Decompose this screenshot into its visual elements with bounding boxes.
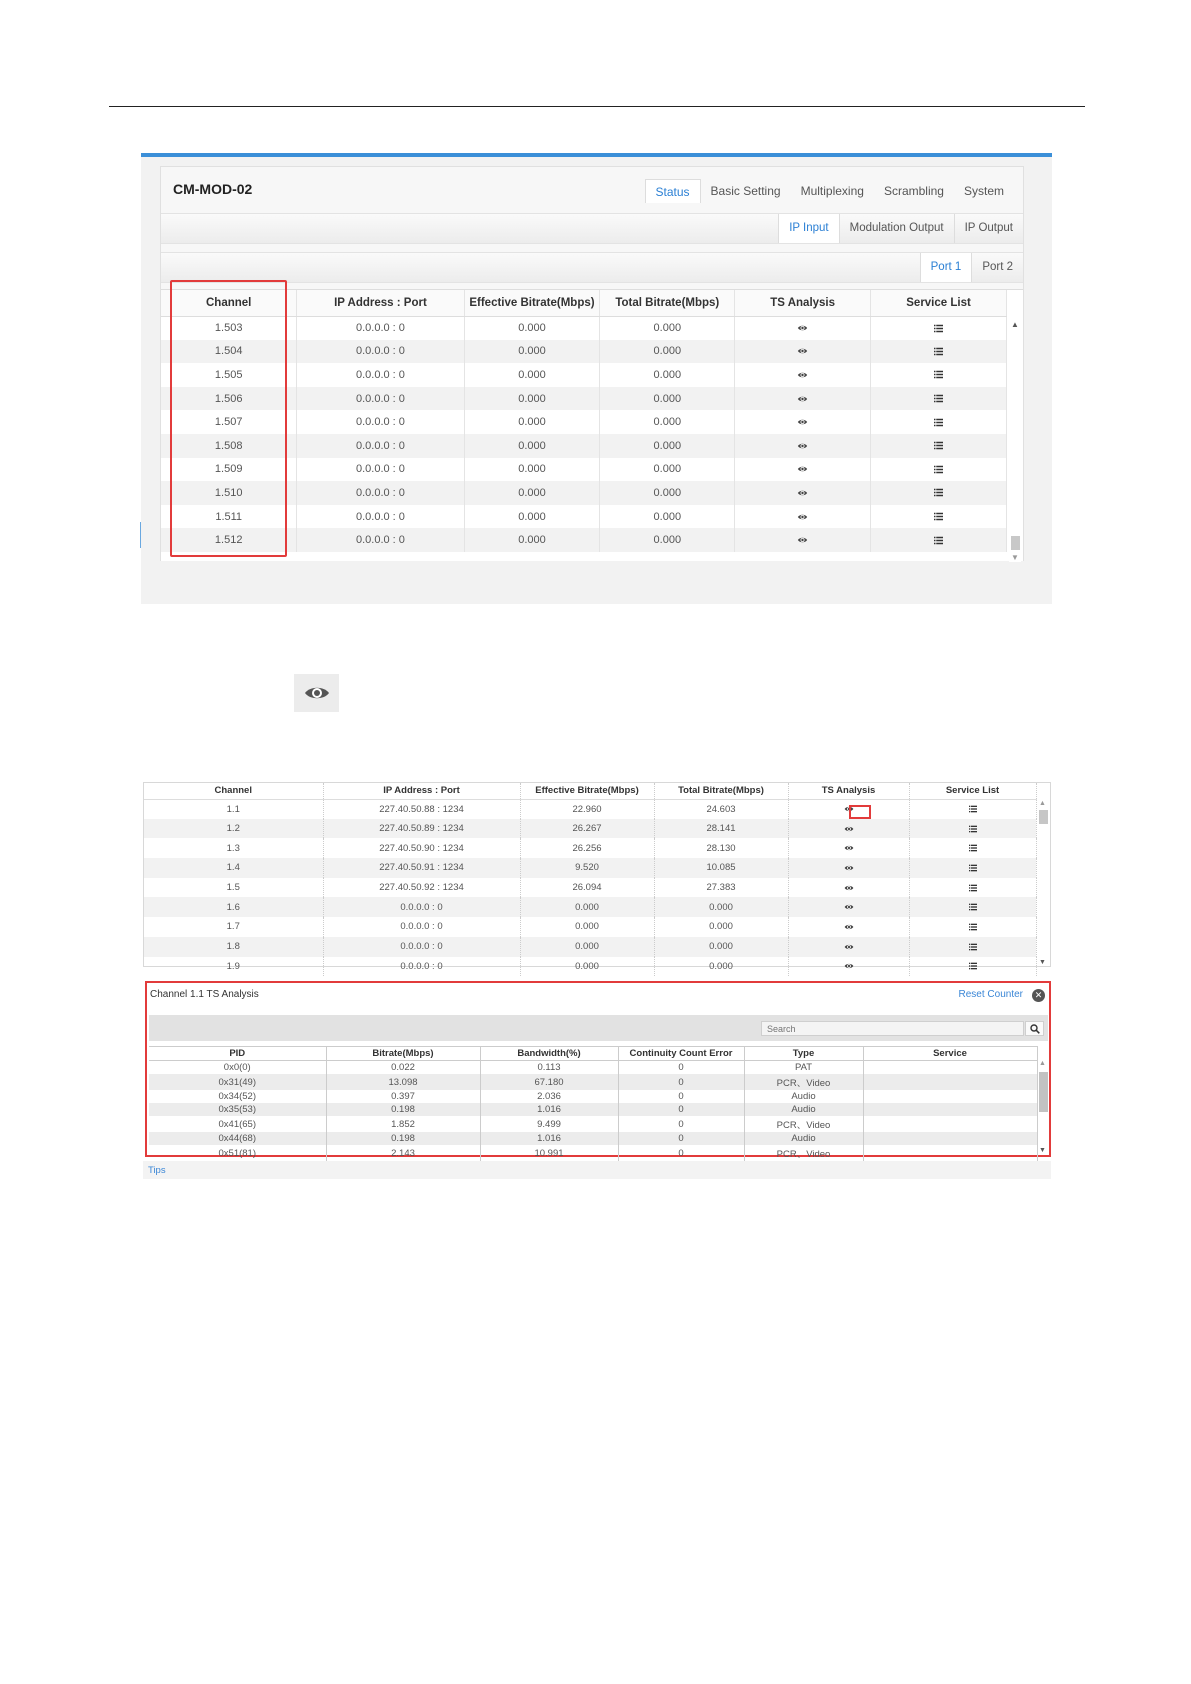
effective-bitrate-cell: 0.000 bbox=[520, 937, 654, 957]
table-row bbox=[149, 1074, 1037, 1090]
channel-cell: 1.503 bbox=[161, 316, 297, 340]
bitrate-cell: 0.198 bbox=[326, 1103, 480, 1116]
channel-cell: 1.504 bbox=[161, 340, 297, 364]
channel-cell: 1.510 bbox=[161, 481, 297, 505]
eye-icon[interactable] bbox=[790, 903, 908, 911]
effective-bitrate-cell: 0.000 bbox=[520, 957, 654, 977]
channel-table-screen bbox=[143, 782, 1051, 972]
ts-analysis-highlight bbox=[849, 805, 871, 819]
channel-cell: 1.6 bbox=[144, 897, 323, 917]
total-bitrate-cell: 0.000 bbox=[600, 458, 735, 482]
search-input[interactable] bbox=[761, 1021, 1024, 1036]
total-bitrate-cell: 0.000 bbox=[600, 528, 735, 552]
tab-scrambling[interactable]: Scrambling bbox=[883, 184, 944, 198]
ip-address-cell: 0.0.0.0 : 0 bbox=[297, 528, 464, 552]
cc-error-cell: 0 bbox=[618, 1145, 744, 1161]
effective-bitrate-cell: 0.000 bbox=[464, 458, 600, 482]
effective-bitrate-cell: 0.000 bbox=[520, 917, 654, 937]
table-row bbox=[161, 316, 1007, 340]
col-bitrate: Bitrate(Mbps) bbox=[326, 1047, 480, 1061]
eye-icon[interactable] bbox=[790, 923, 908, 931]
service-cell bbox=[863, 1090, 1037, 1103]
channel-cell: 1.5 bbox=[144, 878, 323, 898]
total-bitrate-cell: 0.000 bbox=[600, 505, 735, 529]
ts-analysis-button[interactable] bbox=[735, 387, 871, 411]
main-tabs bbox=[645, 179, 1015, 203]
ip-input-table bbox=[161, 289, 1023, 561]
effective-bitrate-cell: 0.000 bbox=[464, 481, 600, 505]
pid-table bbox=[149, 1046, 1049, 1160]
pid-cell: 0x34(52) bbox=[149, 1090, 326, 1103]
service-cell bbox=[863, 1132, 1037, 1145]
table-row bbox=[144, 937, 1036, 957]
list-icon[interactable] bbox=[911, 825, 1035, 833]
scroll-thumb[interactable] bbox=[1039, 1072, 1048, 1112]
ts-analysis-button[interactable] bbox=[788, 819, 909, 839]
list-icon[interactable] bbox=[872, 418, 1005, 427]
eye-icon[interactable] bbox=[790, 844, 908, 852]
ts-analysis-button[interactable] bbox=[735, 410, 871, 434]
ip-address-cell: 0.0.0.0 : 0 bbox=[297, 316, 464, 340]
list-icon[interactable] bbox=[872, 536, 1005, 545]
total-bitrate-cell: 27.383 bbox=[654, 878, 788, 898]
total-bitrate-cell: 0.000 bbox=[600, 481, 735, 505]
service-list-button[interactable] bbox=[909, 799, 1036, 819]
service-list-button[interactable] bbox=[909, 819, 1036, 839]
channel-cell: 1.8 bbox=[144, 937, 323, 957]
bitrate-cell: 0.022 bbox=[326, 1061, 480, 1075]
channel-cell: 1.507 bbox=[161, 410, 297, 434]
eye-icon[interactable] bbox=[736, 395, 869, 403]
device-title: CM-MOD-02 bbox=[173, 181, 253, 197]
total-bitrate-cell: 28.130 bbox=[654, 838, 788, 858]
table-row bbox=[161, 528, 1007, 552]
ip-address-cell: 0.0.0.0 : 0 bbox=[323, 897, 520, 917]
table-row bbox=[149, 1061, 1037, 1075]
search-icon bbox=[1030, 1024, 1040, 1034]
bitrate-cell: 13.098 bbox=[326, 1074, 480, 1090]
total-bitrate-cell: 0.000 bbox=[654, 957, 788, 977]
ip-address-cell: 0.0.0.0 : 0 bbox=[297, 387, 464, 411]
channel-cell: 1.508 bbox=[161, 434, 297, 458]
service-list-button[interactable] bbox=[909, 917, 1036, 937]
ip-address-cell: 227.40.50.88 : 1234 bbox=[323, 799, 520, 819]
list-icon[interactable] bbox=[911, 884, 1035, 892]
tab-status[interactable]: Status bbox=[645, 179, 701, 203]
service-list-button[interactable] bbox=[871, 387, 1007, 411]
channel-cell: 1.1 bbox=[144, 799, 323, 819]
ts-analysis-button[interactable] bbox=[735, 434, 871, 458]
cc-error-cell: 0 bbox=[618, 1090, 744, 1103]
ts-analysis-button[interactable] bbox=[735, 316, 871, 340]
scroll-up-icon[interactable]: ▲ bbox=[1039, 1060, 1046, 1067]
table-row bbox=[149, 1116, 1037, 1132]
channel-cell: 1.505 bbox=[161, 363, 297, 387]
ip-address-cell: 0.0.0.0 : 0 bbox=[323, 957, 520, 977]
eye-icon[interactable] bbox=[736, 347, 869, 355]
ip-address-cell: 0.0.0.0 : 0 bbox=[323, 937, 520, 957]
ts-analysis-button[interactable] bbox=[735, 505, 871, 529]
close-icon[interactable]: ✕ bbox=[1032, 989, 1045, 1002]
type-cell: Audio bbox=[744, 1090, 863, 1103]
table-row bbox=[144, 819, 1036, 839]
eye-icon[interactable] bbox=[736, 418, 869, 426]
reset-counter-link[interactable]: Reset Counter bbox=[958, 989, 1023, 1000]
ip-address-cell: 227.40.50.89 : 1234 bbox=[323, 819, 520, 839]
table-row bbox=[161, 410, 1007, 434]
eye-icon[interactable] bbox=[736, 465, 869, 473]
eye-icon[interactable] bbox=[736, 442, 869, 450]
port-bar bbox=[161, 252, 1023, 283]
effective-bitrate-cell: 0.000 bbox=[464, 316, 600, 340]
bitrate-cell: 0.397 bbox=[326, 1090, 480, 1103]
list-icon[interactable] bbox=[911, 844, 1035, 852]
ip-address-cell: 0.0.0.0 : 0 bbox=[297, 458, 464, 482]
service-list-button[interactable] bbox=[871, 528, 1007, 552]
scroll-down-icon[interactable]: ▼ bbox=[1011, 553, 1019, 562]
col-effective-bitrate: Effective Bitrate(Mbps) bbox=[464, 290, 600, 316]
eye-icon[interactable] bbox=[736, 513, 869, 521]
ip-address-cell: 0.0.0.0 : 0 bbox=[297, 505, 464, 529]
subtab-modulation-output[interactable]: Modulation Output bbox=[839, 214, 954, 243]
list-icon[interactable] bbox=[911, 864, 1035, 872]
service-list-button[interactable] bbox=[909, 858, 1036, 878]
ip-address-cell: 0.0.0.0 : 0 bbox=[297, 481, 464, 505]
ts-analysis-button[interactable] bbox=[788, 858, 909, 878]
service-cell bbox=[863, 1061, 1037, 1075]
page-top-rule bbox=[109, 106, 1085, 107]
scroll-thumb[interactable] bbox=[1011, 536, 1020, 550]
col-pid: PID bbox=[149, 1047, 326, 1061]
type-cell: PCR、Video bbox=[744, 1116, 863, 1132]
port-2-tab[interactable]: Port 2 bbox=[971, 253, 1023, 282]
ip-address-cell: 227.40.50.92 : 1234 bbox=[323, 878, 520, 898]
col-service: Service bbox=[863, 1047, 1037, 1061]
bandwidth-cell: 67.180 bbox=[480, 1074, 618, 1090]
type-cell: PCR、Video bbox=[744, 1074, 863, 1090]
col-service-list: Service List bbox=[909, 783, 1036, 799]
type-cell: Audio bbox=[744, 1103, 863, 1116]
channel-cell: 1.7 bbox=[144, 917, 323, 937]
tab-system[interactable]: System bbox=[963, 184, 1004, 198]
list-icon[interactable] bbox=[872, 465, 1005, 474]
ip-address-cell: 227.40.50.91 : 1234 bbox=[323, 858, 520, 878]
col-channel: Channel bbox=[161, 290, 297, 316]
total-bitrate-cell: 0.000 bbox=[654, 937, 788, 957]
list-icon[interactable] bbox=[911, 962, 1035, 970]
channel-cell: 1.511 bbox=[161, 505, 297, 529]
service-list-button[interactable] bbox=[871, 363, 1007, 387]
ts-analysis-button[interactable] bbox=[788, 897, 909, 917]
channel-column-highlight bbox=[170, 280, 287, 557]
table-row bbox=[149, 1090, 1037, 1103]
list-icon[interactable] bbox=[872, 441, 1005, 450]
effective-bitrate-cell: 0.000 bbox=[464, 528, 600, 552]
effective-bitrate-cell: 22.960 bbox=[520, 799, 654, 819]
ts-analysis-button[interactable] bbox=[735, 528, 871, 552]
list-icon[interactable] bbox=[911, 805, 1035, 813]
list-icon[interactable] bbox=[872, 370, 1005, 379]
effective-bitrate-cell: 26.267 bbox=[520, 819, 654, 839]
ts-analysis-button[interactable] bbox=[788, 878, 909, 898]
pid-cell: 0x44(68) bbox=[149, 1132, 326, 1145]
service-cell bbox=[863, 1145, 1037, 1161]
col-channel: Channel bbox=[144, 783, 323, 799]
bandwidth-cell: 9.499 bbox=[480, 1116, 618, 1132]
pid-cell: 0x41(65) bbox=[149, 1116, 326, 1132]
table-row bbox=[149, 1103, 1037, 1116]
effective-bitrate-cell: 9.520 bbox=[520, 858, 654, 878]
bandwidth-cell: 10.991 bbox=[480, 1145, 618, 1161]
ts-analysis-button[interactable] bbox=[735, 481, 871, 505]
channel-cell: 1.2 bbox=[144, 819, 323, 839]
service-list-button[interactable] bbox=[871, 458, 1007, 482]
bandwidth-cell: 1.016 bbox=[480, 1132, 618, 1145]
service-cell bbox=[863, 1103, 1037, 1116]
ip-address-cell: 0.0.0.0 : 0 bbox=[297, 340, 464, 364]
pid-cell: 0x51(81) bbox=[149, 1145, 326, 1161]
ts-analysis-button[interactable] bbox=[735, 363, 871, 387]
cc-error-cell: 0 bbox=[618, 1103, 744, 1116]
eye-icon bbox=[294, 674, 339, 712]
total-bitrate-cell: 10.085 bbox=[654, 858, 788, 878]
tab-basic-setting[interactable]: Basic Setting bbox=[710, 184, 781, 198]
table-row bbox=[144, 897, 1036, 917]
bitrate-cell: 0.198 bbox=[326, 1132, 480, 1145]
service-list-button[interactable] bbox=[871, 340, 1007, 364]
list-icon[interactable] bbox=[872, 512, 1005, 521]
ip-address-cell: 0.0.0.0 : 0 bbox=[297, 434, 464, 458]
ts-analysis-button[interactable] bbox=[788, 838, 909, 858]
tips-link[interactable]: Tips bbox=[143, 1161, 1051, 1179]
table-row bbox=[144, 858, 1036, 878]
table-row bbox=[144, 957, 1036, 977]
eye-icon[interactable] bbox=[790, 864, 908, 872]
total-bitrate-cell: 0.000 bbox=[600, 434, 735, 458]
ip-address-cell: 0.0.0.0 : 0 bbox=[323, 917, 520, 937]
channel-cell: 1.506 bbox=[161, 387, 297, 411]
table-scrollbar[interactable] bbox=[1009, 318, 1021, 562]
ip-address-cell: 0.0.0.0 : 0 bbox=[297, 410, 464, 434]
table-row bbox=[144, 917, 1036, 937]
bitrate-cell: 1.852 bbox=[326, 1116, 480, 1132]
pid-cell: 0x0(0) bbox=[149, 1061, 326, 1075]
col-bandwidth: Bandwidth(%) bbox=[480, 1047, 618, 1061]
port-1-tab[interactable]: Port 1 bbox=[920, 253, 972, 282]
pid-scrollbar[interactable] bbox=[1038, 1060, 1049, 1154]
list-icon[interactable] bbox=[872, 488, 1005, 497]
table-row bbox=[161, 340, 1007, 364]
table-row bbox=[161, 481, 1007, 505]
table-row bbox=[149, 1132, 1037, 1145]
ip-address-cell: 227.40.50.90 : 1234 bbox=[323, 838, 520, 858]
search-bar bbox=[149, 1015, 1048, 1041]
cc-error-cell: 0 bbox=[618, 1074, 744, 1090]
effective-bitrate-cell: 26.094 bbox=[520, 878, 654, 898]
type-cell: PAT bbox=[744, 1061, 863, 1075]
table-row bbox=[161, 387, 1007, 411]
channel-cell: 1.512 bbox=[161, 528, 297, 552]
scroll-down-icon[interactable]: ▼ bbox=[1039, 1147, 1046, 1154]
eye-icon[interactable] bbox=[790, 825, 908, 833]
list-icon[interactable] bbox=[911, 943, 1035, 951]
list-icon[interactable] bbox=[911, 903, 1035, 911]
eye-icon[interactable] bbox=[790, 884, 908, 892]
type-cell: PCR、Video bbox=[744, 1145, 863, 1161]
service-list-button[interactable] bbox=[909, 957, 1036, 977]
col-ip-address: IP Address : Port bbox=[323, 783, 520, 799]
total-bitrate-cell: 0.000 bbox=[654, 917, 788, 937]
eye-icon[interactable] bbox=[790, 962, 908, 970]
service-list-button[interactable] bbox=[909, 937, 1036, 957]
channel-cell: 1.9 bbox=[144, 957, 323, 977]
eye-icon[interactable] bbox=[790, 943, 908, 951]
table-row bbox=[161, 505, 1007, 529]
service-cell bbox=[863, 1074, 1037, 1090]
service-list-button[interactable] bbox=[909, 838, 1036, 858]
subtab-ip-input[interactable]: IP Input bbox=[778, 214, 838, 243]
total-bitrate-cell: 24.603 bbox=[654, 799, 788, 819]
channel-cell: 1.3 bbox=[144, 838, 323, 858]
service-list-button[interactable] bbox=[909, 897, 1036, 917]
effective-bitrate-cell: 0.000 bbox=[464, 363, 600, 387]
bitrate-cell: 2.143 bbox=[326, 1145, 480, 1161]
subtab-ip-output[interactable]: IP Output bbox=[954, 214, 1023, 243]
pid-cell: 0x31(49) bbox=[149, 1074, 326, 1090]
table-row bbox=[144, 799, 1036, 819]
ts-analysis-button[interactable] bbox=[788, 957, 909, 977]
list-icon[interactable] bbox=[872, 324, 1005, 333]
bandwidth-cell: 1.016 bbox=[480, 1103, 618, 1116]
ts-analysis-button[interactable] bbox=[788, 937, 909, 957]
table-row bbox=[144, 838, 1036, 858]
list-icon[interactable] bbox=[872, 347, 1005, 356]
col-effective-bitrate: Effective Bitrate(Mbps) bbox=[520, 783, 654, 799]
table-row bbox=[161, 434, 1007, 458]
scroll-up-icon[interactable]: ▲ bbox=[1039, 800, 1046, 807]
ts-analysis-button[interactable] bbox=[735, 340, 871, 364]
subtab-bar bbox=[161, 213, 1023, 244]
list-icon[interactable] bbox=[911, 923, 1035, 931]
table-scrollbar[interactable] bbox=[1037, 800, 1049, 966]
table-row bbox=[144, 878, 1036, 898]
list-icon[interactable] bbox=[872, 394, 1005, 403]
eye-icon[interactable] bbox=[736, 489, 869, 497]
eye-icon[interactable] bbox=[736, 324, 869, 332]
scroll-down-icon[interactable]: ▼ bbox=[1039, 959, 1046, 966]
channel-cell: 1.4 bbox=[144, 858, 323, 878]
service-cell bbox=[863, 1116, 1037, 1132]
total-bitrate-cell: 0.000 bbox=[654, 897, 788, 917]
effective-bitrate-cell: 0.000 bbox=[464, 387, 600, 411]
col-ts-analysis: TS Analysis bbox=[788, 783, 909, 799]
col-total-bitrate: Total Bitrate(Mbps) bbox=[600, 290, 735, 316]
col-ts-analysis: TS Analysis bbox=[735, 290, 871, 316]
service-list-button[interactable] bbox=[871, 434, 1007, 458]
effective-bitrate-cell: 0.000 bbox=[464, 505, 600, 529]
ts-analysis-button[interactable] bbox=[788, 917, 909, 937]
col-total-bitrate: Total Bitrate(Mbps) bbox=[654, 783, 788, 799]
total-bitrate-cell: 0.000 bbox=[600, 340, 735, 364]
total-bitrate-cell: 0.000 bbox=[600, 363, 735, 387]
service-list-button[interactable] bbox=[871, 481, 1007, 505]
search-button[interactable] bbox=[1025, 1021, 1044, 1036]
scroll-thumb[interactable] bbox=[1039, 810, 1048, 824]
total-bitrate-cell: 0.000 bbox=[600, 410, 735, 434]
col-ip-address: IP Address : Port bbox=[297, 290, 464, 316]
eye-icon[interactable] bbox=[736, 536, 869, 544]
table-row bbox=[161, 458, 1007, 482]
effective-bitrate-cell: 0.000 bbox=[464, 434, 600, 458]
effective-bitrate-cell: 0.000 bbox=[464, 410, 600, 434]
pid-cell: 0x35(53) bbox=[149, 1103, 326, 1116]
col-type: Type bbox=[744, 1047, 863, 1061]
service-list-button[interactable] bbox=[909, 878, 1036, 898]
total-bitrate-cell: 28.141 bbox=[654, 819, 788, 839]
table-row bbox=[161, 363, 1007, 387]
col-cc-error: Continuity Count Error bbox=[618, 1047, 744, 1061]
channel-cell: 1.509 bbox=[161, 458, 297, 482]
tab-multiplexing[interactable]: Multiplexing bbox=[800, 184, 864, 198]
scroll-up-icon[interactable]: ▲ bbox=[1011, 320, 1019, 329]
ip-address-cell: 0.0.0.0 : 0 bbox=[297, 363, 464, 387]
total-bitrate-cell: 0.000 bbox=[600, 316, 735, 340]
total-bitrate-cell: 0.000 bbox=[600, 387, 735, 411]
effective-bitrate-cell: 26.256 bbox=[520, 838, 654, 858]
cc-error-cell: 0 bbox=[618, 1116, 744, 1132]
table-row bbox=[149, 1145, 1037, 1161]
main-panel bbox=[160, 166, 1024, 561]
cc-error-cell: 0 bbox=[618, 1061, 744, 1075]
effective-bitrate-cell: 0.000 bbox=[464, 340, 600, 364]
ts-analysis-button[interactable] bbox=[735, 458, 871, 482]
service-list-button[interactable] bbox=[871, 410, 1007, 434]
ts-analysis-panel bbox=[145, 981, 1051, 1160]
bandwidth-cell: 0.113 bbox=[480, 1061, 618, 1075]
col-service-list: Service List bbox=[871, 290, 1007, 316]
effective-bitrate-cell: 0.000 bbox=[520, 897, 654, 917]
ts-analysis-title: Channel 1.1 TS Analysis bbox=[150, 989, 259, 1000]
cc-error-cell: 0 bbox=[618, 1132, 744, 1145]
service-list-button[interactable] bbox=[871, 505, 1007, 529]
bandwidth-cell: 2.036 bbox=[480, 1090, 618, 1103]
type-cell: Audio bbox=[744, 1132, 863, 1145]
service-list-button[interactable] bbox=[871, 316, 1007, 340]
eye-icon[interactable] bbox=[736, 371, 869, 379]
